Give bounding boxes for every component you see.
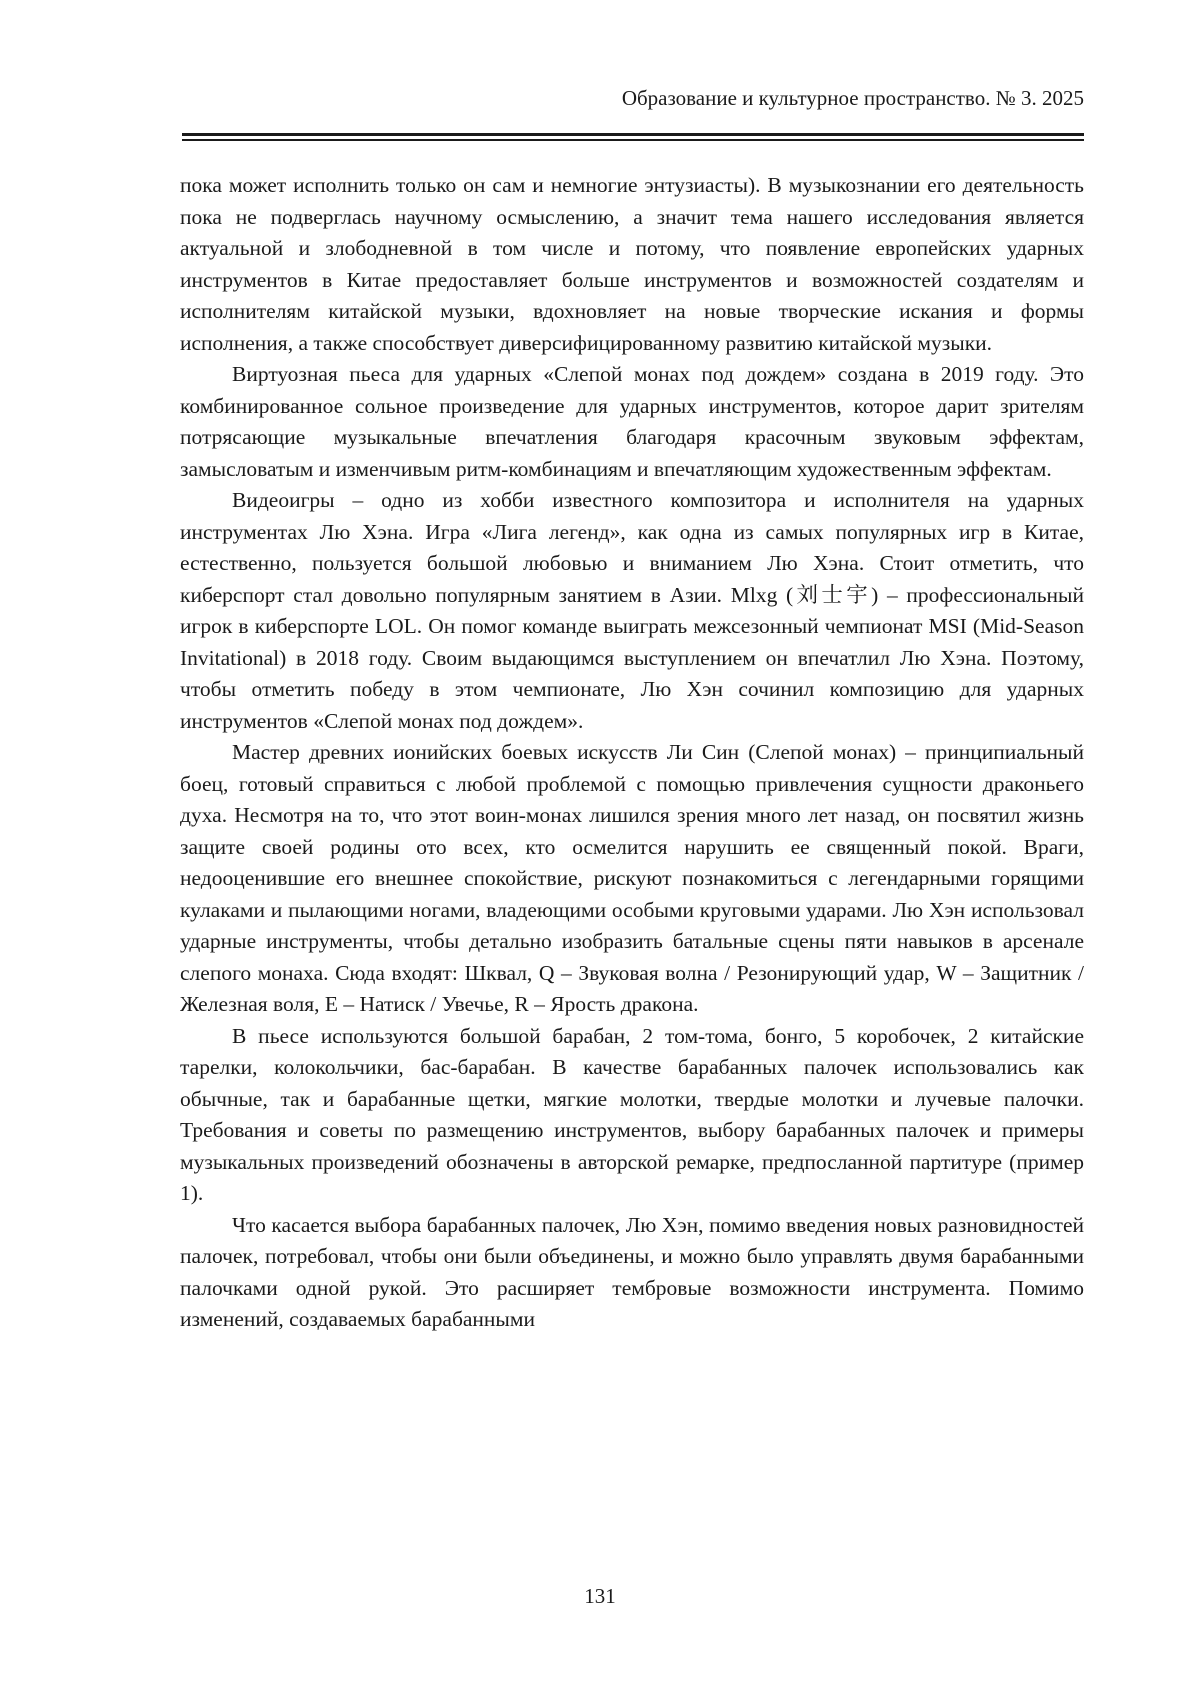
- header-rule-thick: [182, 133, 1084, 136]
- article-body: [180, 170, 1084, 1336]
- paragraph-piece-intro: Виртуозная пьеса для ударных «Слепой монах под дождем» создана в 2019 году. Это комбинированное сольное произведение для ударных инструментов, которое дарит зрителям потрясающие музыкальные впечатления благодаря красочным звуковым эффектам, замысловатым и изменчивым ритм-комбинациям и впечатляющим художественным эффектам.: [180, 362, 1084, 481]
- header-rule-thin: [182, 139, 1084, 141]
- paragraph-drumsticks: Что касается выбора барабанных палочек, Лю Хэн, помимо введения новых разновидностей палочек, потребовал, чтобы они были объединены, и можно было управлять двумя барабанными палочками одной рукой. Это расширяет тембровые возможности инструмента. Помимо изменений, создаваемых барабанными: [180, 1212, 1084, 1331]
- paragraph-videogames: Видеоигры – одно из хобби известного композитора и исполнителя на ударных инструментах Лю Хэна. Игра «Лига легенд», как одна из самых популярных игр в Китае, естественно, пользуется большой любовью и вниманием Лю Хэна. Стоит отметить, что киберспорт стал довольно популярным занятием в Азии. Mlxg (刘士宇) – профессиональный игрок в киберспорте LOL. Он помог команде выиграть межсезонный чемпионат MSI (Mid-Season Invitational) в 2018 году. Своим выдающимся выступлением он впечатлил Лю Хэна. Поэтому, чтобы отметить победу в этом чемпионате, Лю Хэн сочинил композицию для ударных инструментов «Слепой монах под дождем».: [180, 488, 1084, 733]
- running-header: Образование и культурное пространство. № 3. 2025: [621, 86, 1084, 110]
- page-number: 131: [584, 1584, 616, 1608]
- paragraph-continuation: пока может исполнить только он сам и немногие энтузиасты). В музыкознании его деятельность пока не подверглась научному осмыслению, а значит тема нашего исследования является актуальной и злободневной в том числе и потому, что появление европейских ударных инструментов в Китае предоставляет больше инструментов и возможностей создателям и исполнителям китайской музыки, вдохновляет на новые творческие искания и формы исполнения, а также способствует диверсифицированному развитию китайской музыки.: [180, 173, 1084, 355]
- paragraph-instruments: В пьесе используются большой барабан, 2 том-тома, бонго, 5 коробочек, 2 китайские тарелки, колокольчики, бас-барабан. В качестве барабанных палочек использовались как обычные, так и барабанные щетки, мягкие молотки, твердые молотки и лучевые палочки. Требования и советы по размещению инструментов, выбору барабанных палочек и примеры музыкальных произведений обозначены в авторской ремарке, предпосланной партитуре (пример 1).: [180, 1023, 1084, 1205]
- paragraph-lee-sin: Мастер древних ионийских боевых искусств Ли Син (Слепой монах) – принципиальный боец, готовый справиться с любой проблемой с помощью привлечения сущности драконьего духа. Несмотря на то, что этот воин-монах лишился зрения много лет назад, он посвятил жизнь защите своей родины ото всех, кто осмелится нарушить ее священный покой. Враги, недооценившие его внешнее спокойствие, рискуют познакомиться с легендарными горящими кулаками и пылающими ногами, владеющими особыми круговыми ударами. Лю Хэн использовал ударные инструменты, чтобы детально изобразить батальные сцены пяти навыков в арсенале слепого монаха. Сюда входят: Шквал, Q – Звуковая волна / Резонирующий удар, W – Защитник / Железная воля, E – Натиск / Увечье, R – Ярость дракона.: [180, 740, 1084, 1016]
